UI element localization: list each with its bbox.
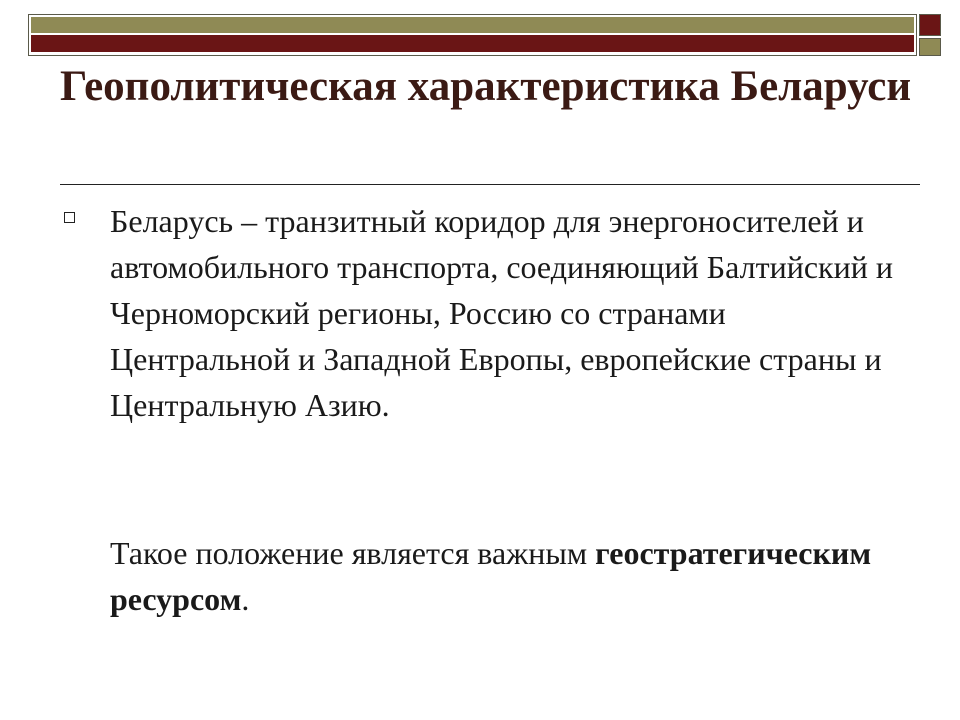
top-decorative-bar: [28, 14, 917, 56]
continuation-plain-text: Такое положение является важным: [110, 535, 588, 571]
continuation-bold-text: геостратегическим ресурсом: [110, 535, 872, 617]
top-bar-olive-band: [31, 17, 914, 33]
top-bar-maroon-band: [31, 35, 914, 52]
title-divider: [60, 184, 920, 185]
hollow-square-bullet-icon: [64, 212, 75, 223]
corner-square-maroon: [919, 14, 941, 36]
continuation-end-punctuation: .: [241, 581, 250, 617]
slide-title: Геополитическая характеристика Беларуси: [60, 63, 912, 110]
bullet-text: Беларусь – транзитный коридор для энергоносителей и автомобильного транспорта, соединяющий Балтийский и Черноморский регионы, Россию со странами Центральной и Западной Европы, европейские страны и Центральную Азию.: [110, 203, 893, 423]
continuation-paragraph: [110, 530, 910, 622]
corner-square-olive: [919, 38, 941, 56]
